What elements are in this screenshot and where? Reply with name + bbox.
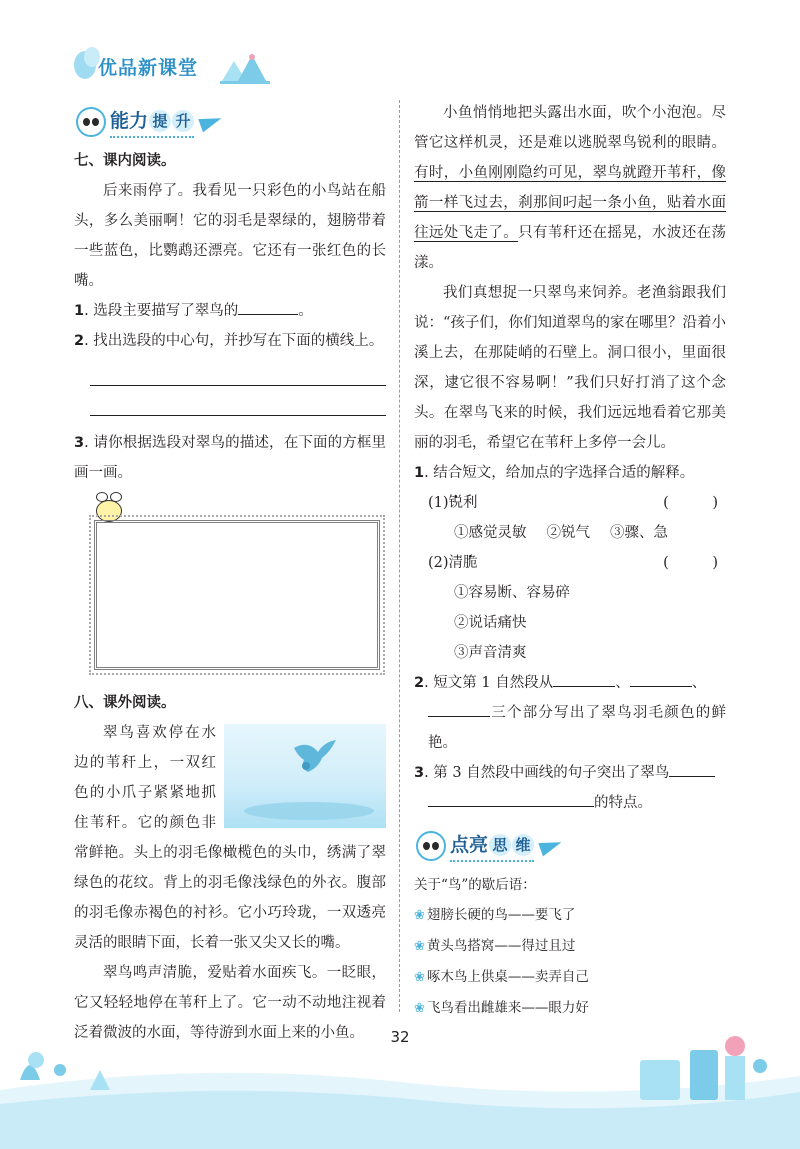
list-item: ❀ 黄头鸟搭窝——得过且过	[414, 938, 576, 954]
flower-icon: ❀	[414, 908, 425, 923]
list-item: ❀ 飞鸟看出雌雄来——眼力好	[414, 1000, 589, 1016]
proverb-intro: 关于“鸟”的歇后语：	[414, 877, 536, 893]
paper-plane-icon	[538, 836, 563, 857]
underlined-sentence: 有时，小鱼刚刚隐约可见，翠鸟就蹬开苇秆，像箭一样飞过去，刹那间叼起一条小鱼，贴着水面往远处飞走了。	[414, 165, 726, 241]
kingfisher-image	[224, 724, 386, 828]
answer-blank[interactable]	[428, 699, 490, 717]
question-8-2: 2. 短文第 1 自然段从 、 、	[414, 668, 726, 698]
answer-blank[interactable]	[428, 789, 594, 807]
answer-paren[interactable]: ( )	[663, 555, 718, 571]
answer-blank[interactable]	[630, 669, 692, 687]
passage-8-para-1: 翠鸟喜欢停在水边的苇秆上，一双红色的小爪子紧紧地抓住苇秆。它的颜色非常鲜艳。头上的羽毛像橄榄色的头巾，绣满了翠绿色的花纹。背上的羽毛像浅绿色的外衣。腹部的羽毛像赤褐色的衬衫。它小巧玲珑，一双透亮灵活的眼睛下面，长着一张又尖又长的嘴。	[74, 725, 386, 951]
panda-icon	[76, 107, 106, 137]
passage-7: 后来雨停了。我看见一只彩色的小鸟站在船头，多么美丽啊！它的羽毛是翠绿的，翅膀带着一些蓝色，比鹦鹉还漂亮。它还有一张红色的长嘴。	[74, 183, 386, 289]
column-divider	[399, 100, 400, 1012]
list-item: ❀ 啄木鸟上供桌——卖弄自己	[414, 969, 589, 985]
passage-8-para-2: 翠鸟鸣声清脆，爱贴着水面疾飞。一眨眼，它又轻轻地停在苇秆上了。它一动不动地注视着泛着微波的水面，等待游到水面上来的小鱼。	[74, 965, 386, 1041]
section-badge-thinking: 点亮 思 维	[414, 822, 726, 870]
flower-icon: ❀	[414, 970, 425, 985]
header-logo	[70, 45, 270, 90]
answer-blank[interactable]	[669, 759, 715, 777]
choice-item: ③声音清爽	[454, 645, 527, 661]
list-item: ❀ 翅膀长硬的鸟——要飞了	[414, 907, 576, 923]
castle-icon	[220, 51, 270, 85]
right-column: 小鱼悄悄地把头露出水面，吹个小泡泡。尽管它这样机灵，还是难以逃脱翠鸟锐利的眼睛。有时，小鱼刚刚隐约可见，翠鸟就蹬开苇秆，像箭一样飞过去，刹那间叼起一条小鱼，贴着水面往远处飞走了。只有苇秆还在摇晃，水波还在荡漾。 我们真想捉一只翠鸟来饲养。老渔翁跟我们说：“孩子们，你们知道翠鸟的家在哪里？沿着小溪上去，在那陡峭的石壁上。洞口很小，里面很深，逮它很不容易啊！”我们只好打消了这个念头。在翠鸟飞来的时候，我们远远地看着它那美丽的羽毛，希望它在苇秆上多停一会儿。 1. 结合短文，给加点的字选择合适的解释。 (1)锐利 ( ) ①感觉灵敏 ②锐气 ③骤、急 (2)清脆 ( ) ①容易断、容易碎 ②说话痛快 ③声音清爽 2. 短文第 1 自然段从 、 、 三个部分写出了翠鸟羽毛颜色的鲜艳。 3. 第 3 自然段中画线的句子突出了翠鸟 的特点。 点亮 思 维 关于“鸟”的歇后语： ❀ 翅膀长硬的鸟——要飞了 ❀ 黄头鸟搭窝——得过且过 ❀ 啄木鸟上供桌——卖弄自己 ❀ 飞鸟看出雌雄来——眼力好	[414, 98, 726, 1024]
question-8-1-b: (2)清脆 ( )	[414, 548, 726, 578]
section-8-title: 八、课外阅读。	[74, 695, 176, 711]
choice-item: ①容易断、容易碎	[454, 585, 570, 601]
flower-icon: ❀	[414, 939, 425, 954]
proverb-list	[414, 870, 726, 1024]
answer-line[interactable]	[90, 390, 386, 416]
answer-paren[interactable]: ( )	[663, 495, 718, 511]
panda-icon	[416, 831, 446, 861]
section-7-title: 七、课内阅读。	[74, 153, 176, 169]
question-7-3: 3. 请你根据选段对翠鸟的描述，在下面的方框里画一画。	[74, 435, 386, 481]
flower-icon: ❀	[414, 1001, 425, 1016]
answer-line[interactable]	[90, 360, 386, 386]
question-8-1: 1. 结合短文，给加点的字选择合适的解释。	[414, 465, 695, 481]
question-8-1-a: (1)锐利 ( )	[414, 488, 726, 518]
passage-8-para-3: 小鱼悄悄地把头露出水面，吹个小泡泡。尽管它这样机灵，还是难以逃脱翠鸟锐利的眼睛。有时，小鱼刚刚隐约可见，翠鸟就蹬开苇秆，像箭一样飞过去，刹那间叼起一条小鱼，贴着水面往远处飞走了。只有苇秆还在摇晃，水波还在荡漾。	[414, 105, 726, 271]
question-8-3: 3. 第 3 自然段中画线的句子突出了翠鸟	[414, 758, 726, 788]
page-number: 32	[390, 1028, 410, 1046]
answer-blank[interactable]	[553, 669, 615, 687]
left-column	[74, 98, 386, 1048]
passage-8-para-4: 我们真想捉一只翠鸟来饲养。老渔翁跟我们说：“孩子们，你们知道翠鸟的家在哪里？沿着小溪上去，在那陡峭的石壁上。洞口很小，里面很深，逮它很不容易啊！”我们只好打消了这个念头。在翠鸟飞来的时候，我们远远地看着它那美丽的羽毛，希望它在苇秆上多停一会儿。	[414, 285, 726, 451]
drawing-box[interactable]	[94, 520, 380, 670]
brand-title: 优品新课堂	[98, 57, 199, 79]
section-badge-ability: 能力 提 升	[74, 98, 386, 146]
question-7-2: 2. 找出选段的中心句，并抄写在下面的横线上。	[74, 333, 384, 349]
answer-blank[interactable]	[238, 297, 298, 315]
question-7-1: 1. 选段主要描写了翠鸟的 。	[74, 296, 386, 326]
choices-8-1-a: ①感觉灵敏 ②锐气 ③骤、急	[454, 525, 668, 541]
choice-item: ②说话痛快	[454, 615, 527, 631]
paper-plane-icon	[198, 112, 223, 133]
kingfisher-bird-icon	[290, 738, 340, 780]
drawing-area	[74, 490, 386, 686]
